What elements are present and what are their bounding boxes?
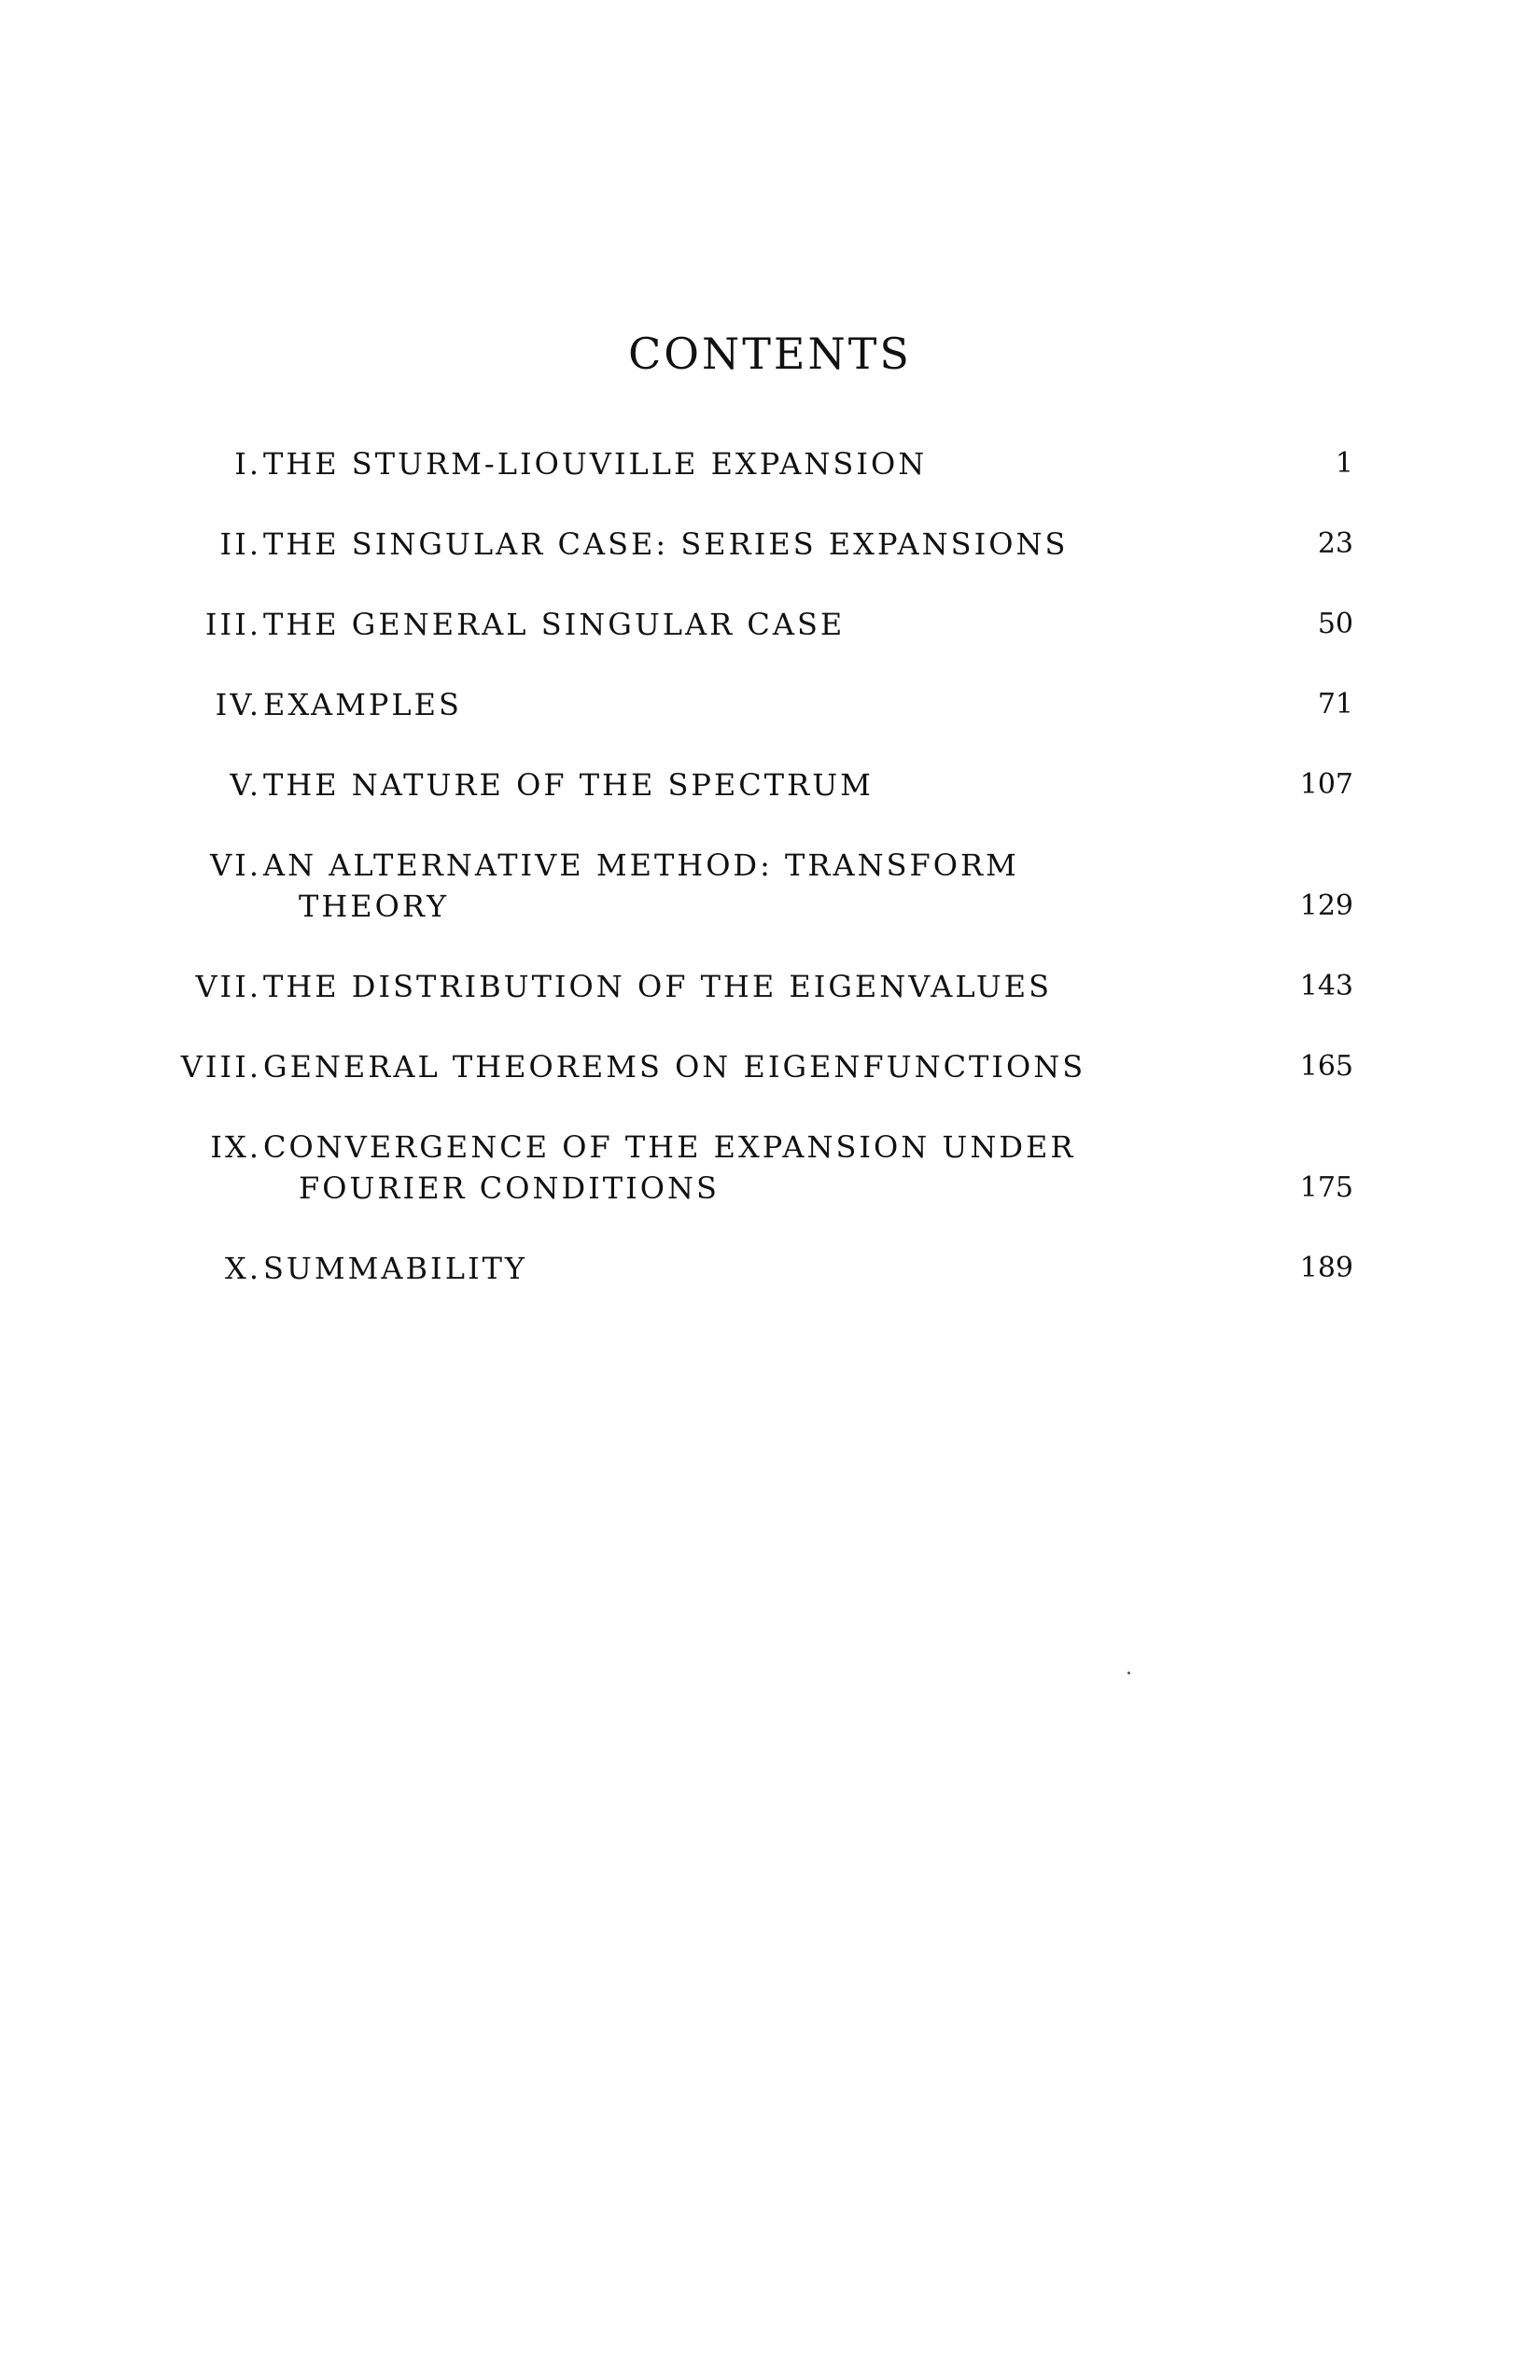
chapter-title-line: EXAMPLES <box>263 687 462 722</box>
toc-entry-3 <box>149 604 1353 645</box>
page-number: 107 <box>1299 768 1353 801</box>
page-title: CONTENTS <box>628 329 912 379</box>
chapter-title-line: THE STURM-LIOUVILLE EXPANSION <box>263 446 928 482</box>
page-number: 175 <box>1299 1171 1353 1204</box>
page-number: 1 <box>1335 447 1353 480</box>
page-number: 143 <box>1299 970 1353 1002</box>
chapter-number: VIII. <box>180 1049 261 1085</box>
page-number: 23 <box>1317 527 1353 560</box>
toc-entry-5 <box>149 764 1353 805</box>
chapter-number: IX. <box>210 1129 261 1165</box>
chapter-title-line: CONVERGENCE OF THE EXPANSION UNDER <box>263 1129 1076 1165</box>
chapter-number: I. <box>234 446 261 482</box>
toc-entry-9 <box>149 1127 1353 1209</box>
chapter-title-line: THE NATURE OF THE SPECTRUM <box>263 767 874 803</box>
chapter-title-line: THE GENERAL SINGULAR CASE <box>263 607 846 642</box>
chapter-title <box>263 443 1243 484</box>
chapter-title-line: THE DISTRIBUTION OF THE EIGENVALUES <box>263 969 1053 1004</box>
chapter-title-line-continuation: FOURIER CONDITIONS <box>299 1170 720 1206</box>
toc-entry-1 <box>149 443 1353 484</box>
chapter-title <box>263 845 1243 927</box>
table-of-contents <box>149 443 1353 1328</box>
chapter-title <box>263 1046 1243 1087</box>
toc-entry-4 <box>149 684 1353 725</box>
chapter-number: II. <box>219 526 261 562</box>
chapter-title <box>263 604 1243 645</box>
page-number: 50 <box>1317 608 1353 640</box>
chapter-title <box>263 524 1243 565</box>
chapter-number: IV. <box>215 687 261 722</box>
page-number: 165 <box>1299 1050 1353 1083</box>
chapter-title-line: THE SINGULAR CASE: SERIES EXPANSIONS <box>263 526 1069 562</box>
page-number: 189 <box>1299 1252 1353 1284</box>
chapter-number: V. <box>230 767 261 803</box>
chapter-title-line-continuation: THEORY <box>299 889 450 924</box>
toc-entry-10 <box>149 1248 1353 1289</box>
toc-entry-2 <box>149 524 1353 565</box>
page-number: 71 <box>1317 688 1353 721</box>
toc-entry-6 <box>149 845 1353 927</box>
chapter-number: III. <box>204 607 261 642</box>
chapter-number: X. <box>225 1251 261 1286</box>
chapter-title <box>263 764 1243 805</box>
chapter-title-line: SUMMABILITY <box>263 1251 528 1286</box>
chapter-number: VI. <box>210 847 261 883</box>
chapter-title-line: AN ALTERNATIVE METHOD: TRANSFORM <box>263 847 1019 883</box>
chapter-title <box>263 966 1243 1007</box>
page-number: 129 <box>1299 889 1353 922</box>
chapter-title <box>263 1248 1243 1289</box>
ink-speck <box>1127 1672 1130 1674</box>
toc-entry-8 <box>149 1046 1353 1087</box>
chapter-title <box>263 684 1243 725</box>
chapter-title <box>263 1127 1243 1209</box>
chapter-title-line: GENERAL THEOREMS ON EIGENFUNCTIONS <box>263 1049 1086 1085</box>
chapter-number: VII. <box>195 969 261 1004</box>
toc-entry-7 <box>149 966 1353 1007</box>
